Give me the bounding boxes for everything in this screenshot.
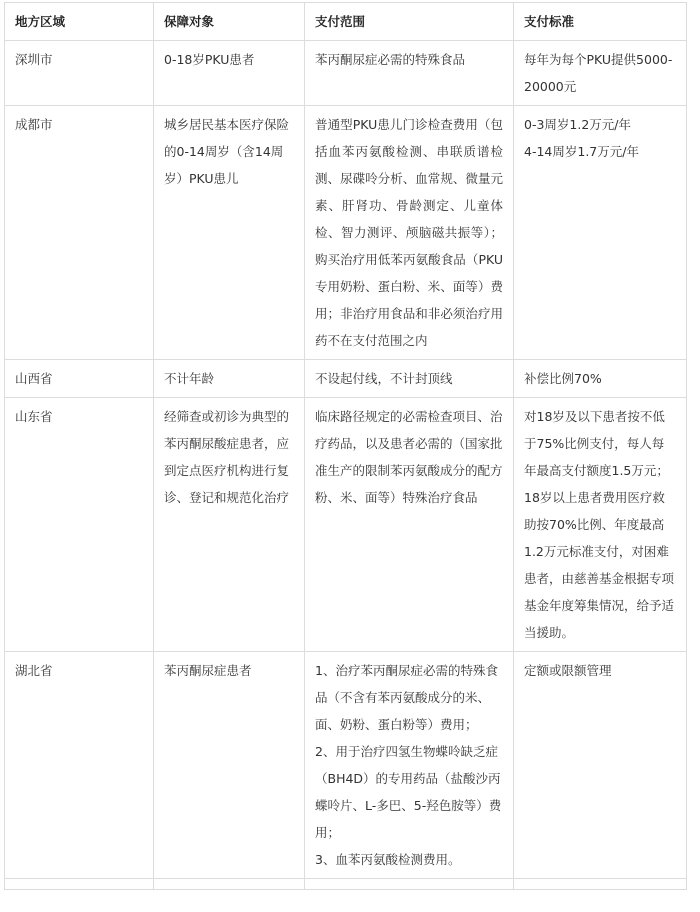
cell-region: 山西省 [5,360,154,398]
table-row-partial [5,879,687,890]
cell-standard: 定额或限额管理 [514,652,687,879]
table-row [5,398,687,652]
header-region: 地方区域 [5,3,154,41]
header-scope: 支付范围 [305,3,514,41]
cell-standard: 补偿比例70% [514,360,687,398]
cell-target: 苯丙酮尿症患者 [154,652,305,879]
cell-target: 不计年龄 [154,360,305,398]
cell-target: 经筛查或初诊为典型的苯丙酮尿酸症患者，应到定点医疗机构进行复诊、登记和规范化治疗 [154,398,305,652]
table-row [5,41,687,106]
cell-region: 深圳市 [5,41,154,106]
cell-empty [5,879,154,890]
cell-empty [514,879,687,890]
cell-target: 城乡居民基本医疗保险的0-14周岁（含14周岁）PKU患儿 [154,106,305,360]
cell-target: 0-18岁PKU患者 [154,41,305,106]
cell-standard: 每年为每个PKU提供5000-20000元 [514,41,687,106]
cell-scope: 临床路径规定的必需检查项目、治疗药品，以及患者必需的（国家批准生产的限制苯丙氨酸成分的配方粉、米、面等）特殊治疗食品 [305,398,514,652]
table-row [5,360,687,398]
cell-region: 湖北省 [5,652,154,879]
table-header-row [5,3,687,41]
cell-scope: 不设起付线，不计封顶线 [305,360,514,398]
pku-policy-table [4,2,687,890]
cell-scope: 1、治疗苯丙酮尿症必需的特殊食品（不含有苯丙氨酸成分的米、面、奶粉、蛋白粉等）费用； 2、用于治疗四氢生物蝶呤缺乏症（BH4D）的专用药品（盐酸沙丙蝶呤片、L-多巴、5-羟色胺等）费用； 3、血苯丙氨酸检测费用。 [305,652,514,879]
cell-region: 山东省 [5,398,154,652]
cell-empty [154,879,305,890]
cell-region: 成都市 [5,106,154,360]
cell-standard: 0-3周岁1.2万元/年 4-14周岁1.7万元/年 [514,106,687,360]
cell-scope: 普通型PKU患儿门诊检查费用（包括血苯丙氨酸检测、串联质谱检测、尿碟呤分析、血常规、微量元素、肝肾功、骨龄测定、儿童体检、智力测评、颅脑磁共振等）；购买治疗用低苯丙氨酸食品（PKU专用奶粉、蛋白粉、米、面等）费用；非治疗用食品和非必须治疗用药不在支付范围之内 [305,106,514,360]
header-target: 保障对象 [154,3,305,41]
cell-empty [305,879,514,890]
cell-scope: 苯丙酮尿症必需的特殊食品 [305,41,514,106]
table-row [5,652,687,879]
cell-standard: 对18岁及以下患者按不低于75%比例支付，每人每年最高支付额度1.5万元；18岁以上患者费用医疗救助按70%比例、年度最高1.2万元标准支付，对困难患者，由慈善基金根据专项基金年度筹集情况，给予适当援助。 [514,398,687,652]
header-standard: 支付标准 [514,3,687,41]
table-row [5,106,687,360]
